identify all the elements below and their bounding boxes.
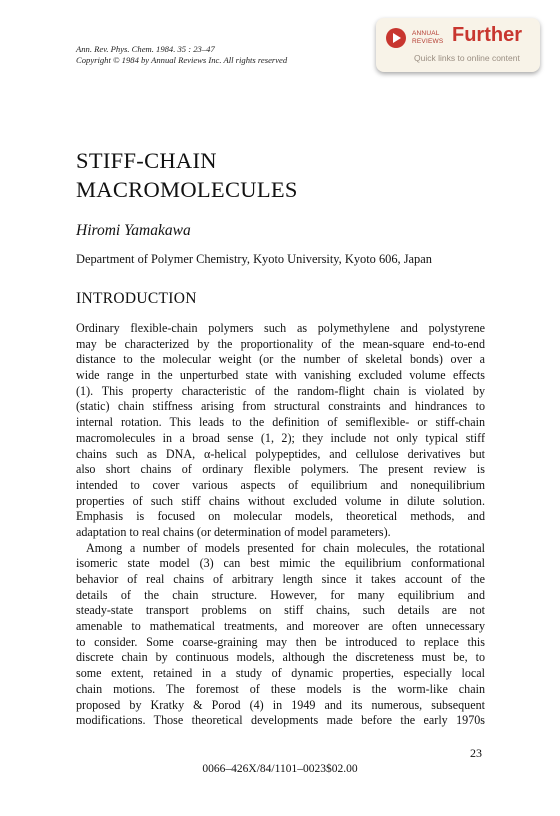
body-line: (1). This property characteristic of the random-flight chain is violated by [76,383,485,398]
page-number: 23 [470,746,482,760]
body-line: may be characterized by the proportionality of the mean-square end-to-end [76,336,485,351]
body-line: wide range in the unperturbed state with vanishing excluded volume effects [76,368,485,383]
author-name: Hiromi Yamakawa [76,222,191,239]
body-line: Among a number of models presented for chain molecules, the rotational [86,540,485,555]
section-heading: INTRODUCTION [76,290,197,307]
article-body [76,321,485,729]
body-line: steady-state transport problems on stiff chains, such details are not [76,603,485,618]
title-line-1: STIFF-CHAIN [76,148,217,173]
body-line: chain motions. The foremost of these models is the worm-like chain [76,681,485,696]
body-line: details of the chain structure. However, for many equilibrium and [76,587,485,602]
body-line: modifications. Those theoretical developments made before the early 1970s [76,713,485,728]
body-line: internal rotation. This leads to the definition of semiflexible- or stiff-chain [76,415,485,430]
body-line: (static) chain stiffness arising from structural constraints and hindrances to [76,399,485,414]
journal-line: Ann. Rev. Phys. Chem. 1984. 35 : 23–47 [76,44,215,54]
author-affiliation: Department of Polymer Chemistry, Kyoto University, Kyoto 606, Japan [76,252,432,266]
body-line: Ordinary flexible-chain polymers such as polymethylene and polystyrene [76,321,485,335]
body-line: some extent, retained in a study of dynamic properties, especially local [76,666,485,681]
further-title: Further [452,24,522,46]
body-line: also short chains of ordinary flexible polymers. The present review is [76,462,485,477]
body-line: Emphasis is focused on molecular models, theoretical methods, and [76,509,485,524]
title-line-2: MACROMOLECULES [76,177,298,202]
body-line: proposed by Kratky & Porod (4) in 1949 and its numerous, subsequent [76,697,485,712]
body-line: distance to the molecular weight (or the number of skeletal bonds) over a [76,352,485,367]
body-line: discrete chain by continuous models, although the discreteness must be, to [76,650,485,665]
annual-reviews-logo-text [412,30,443,45]
body-line: isomeric state model (3) can best mimic the equilibrium conformational [76,556,485,571]
brand-line-1: ANNUAL [412,30,440,37]
annual-reviews-further-badge[interactable] [376,18,540,72]
body-line: properties of such stiff chains without excluded volume in dilute solution. [76,493,485,508]
article-title [76,146,298,204]
body-line: adaptation to real chains (or determination of model parameters). [76,524,391,539]
body-line: amenable to mathematical treatments, and moreover are often unnecessary [76,619,485,634]
further-subtitle: Quick links to online content [414,53,520,63]
play-arrow-icon [386,28,406,48]
body-line: chains such as DNA, α-helical polypeptides, and cellulose derivatives but [76,446,485,461]
copyright-line: Copyright © 1984 by Annual Reviews Inc. All rights reserved [76,55,288,65]
body-line: intended to cover various aspects of equilibrium and nonequilibrium [76,477,485,492]
issn-code: 0066–426X/84/1101–0023$02.00 [202,763,358,775]
body-line: to consider. Some coarse-graining may then be introduced to replace this [76,634,485,649]
journal-citation [76,44,287,66]
brand-line-2: REVIEWS [412,37,444,45]
body-line: behavior of real chains of arbitrary length since it takes account of the [76,572,485,586]
body-line: macromolecules in a broad sense (1, 2); they include not only typical stiff [76,430,485,445]
